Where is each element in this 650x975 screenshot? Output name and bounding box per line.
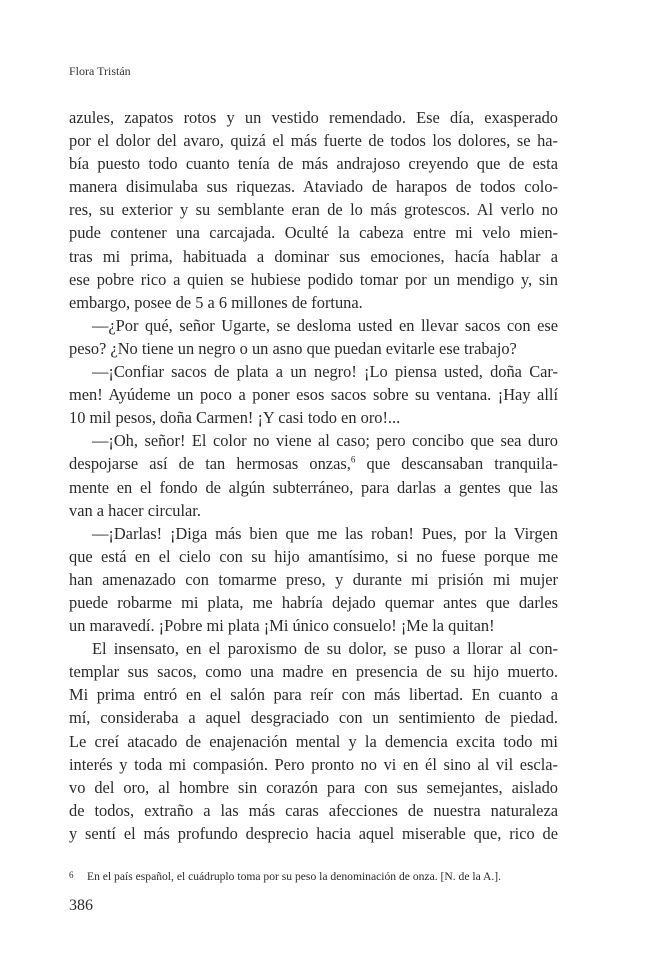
text-line (69, 452, 558, 475)
text-line: mente en el fondo de algún subterráneo, para darlas a gentes que las (69, 477, 558, 497)
text-line: —¡Confiar sacos de plata a un negro! ¡Lo piensa usted, doña Car- (92, 362, 558, 382)
text-line: —¿Por qué, señor Ugarte, se desloma usted en llevar sacos con ese (92, 315, 558, 335)
page-number: 386 (69, 897, 93, 914)
body-text (69, 106, 558, 845)
text-line: ese pobre rico a quien se hubiese podido tomar por un mendigo y, sin (69, 269, 558, 289)
footnote-number: 6 (69, 870, 74, 880)
text-line: azules, zapatos rotos y un vestido remendado. Ese día, exasperado (69, 108, 558, 127)
text-line: van a hacer circular. (69, 500, 201, 520)
text-line: res, su exterior y su semblante eran de lo más grotescos. Al verlo no (69, 200, 558, 220)
text-line: han amenazado con tomarme preso, y durante mi prisión mi mujer (69, 569, 558, 589)
text-line: un maravedí. ¡Pobre mi plata ¡Mi único consuelo! ¡Me la quitan! (69, 616, 495, 636)
text-fragment: que descansaban tranquila- (355, 454, 558, 474)
footnote (69, 870, 558, 883)
text-line: mí, consideraba a aquel desgraciado con un sentimiento de piedad. (69, 708, 558, 728)
text-line: men! Ayúdeme un poco a poner esos sacos sobre su ventana. ¡Hay allí (69, 385, 558, 405)
text-line: tras mi prima, habituada a dominar sus emociones, hacía hablar a (69, 246, 558, 266)
text-line: pude contener una carcajada. Oculté la cabeza entre mi velo mien- (69, 223, 558, 243)
text-line: peso? ¿No tiene un negro o un asno que puedan evitarle ese trabajo? (69, 338, 517, 358)
text-line: Mi prima entró en el salón para reír con más libertad. En cuanto a (69, 685, 558, 705)
text-fragment: despojarse así de tan hermosas onzas, (69, 454, 351, 474)
text-line: vo del oro, al hombre sin corazón para con sus semejantes, aislado (69, 777, 558, 797)
footnote-text: En el país español, el cuádruplo toma por su peso la denominación de onza. [N. de la A.]. (87, 870, 502, 883)
text-line: —¡Darlas! ¡Diga más bien que me las roban! Pues, por la Virgen (92, 523, 558, 543)
text-line: bía puesto todo cuanto tenía de más andrajoso creyendo que de esta (69, 154, 558, 174)
text-line: puede robarme mi plata, me habría dejado quemar antes que darles (69, 592, 558, 612)
text-line: El insensato, en el paroxismo de su dolor, se puso a llorar al con- (92, 639, 558, 659)
text-line: interés y toda mi compasión. Pero pronto no vi en él sino al vil escla- (69, 754, 558, 774)
text-line: que está en el cielo con su hijo amantísimo, si no fuese porque me (69, 546, 558, 566)
text-line: de todos, extraño a las más caras afecciones de nuestra naturaleza (69, 800, 558, 820)
text-line: embargo, posee de 5 a 6 millones de fortuna. (69, 292, 363, 312)
running-head: Flora Tristán (69, 64, 131, 78)
text-line: —¡Oh, señor! El color no viene al caso; pero concibo que sea duro (92, 431, 558, 451)
footnote-marker: 6 (350, 454, 356, 465)
text-line: 10 mil pesos, doña Carmen! ¡Y casi todo en oro!... (69, 408, 401, 428)
text-line: y sentí el más profundo desprecio hacia aquel miserable que, rico de (69, 823, 558, 843)
text-line: manera disimulaba sus riquezas. Ataviado de harapos de todos colo- (69, 177, 558, 197)
text-line: Le creí atacado de enajenación mental y la demencia excita todo mi (69, 731, 558, 751)
text-line: templar sus sacos, como una madre en presencia de su hijo muerto. (69, 662, 558, 682)
text-line: por el dolor del avaro, quizá el más fuerte de todos los dolores, se ha- (69, 131, 558, 151)
